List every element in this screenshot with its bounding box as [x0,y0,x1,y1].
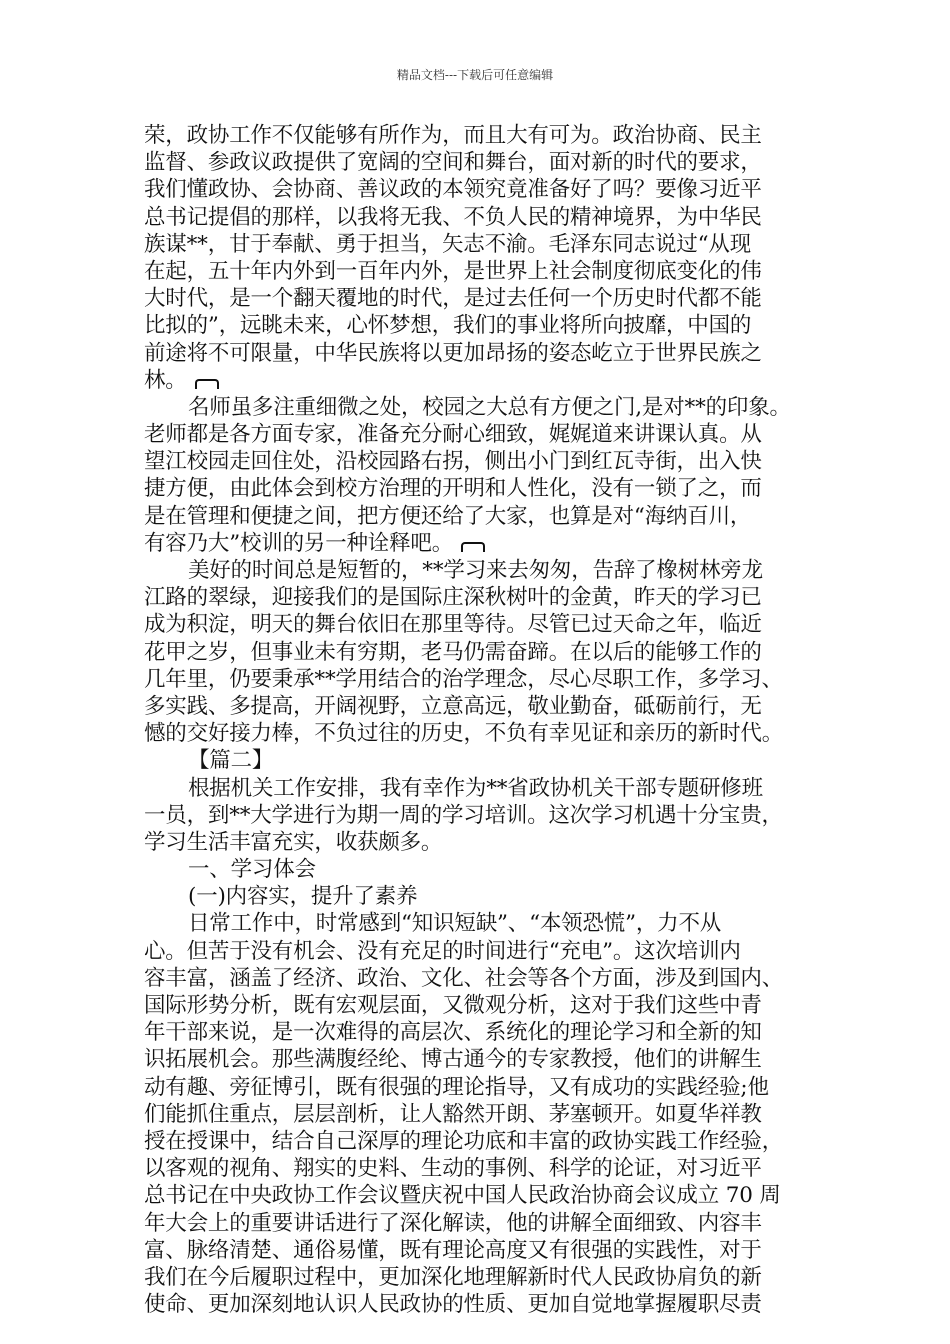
text-line [144,448,809,475]
text-line [144,802,809,829]
text-line [144,1019,809,1046]
text-line-content: 花甲之岁，但事业未有穷期，老马仍需奋蹄。在以后的能够工作的 [144,639,762,665]
text-line [144,775,809,802]
text-line-content: 是在管理和便捷之间，把方便还给了大家，也算是对“海纳百川， [144,503,752,529]
paragraph-mark-icon [195,379,219,389]
page-header: 精品文档---下载后可任意编辑 [396,68,554,82]
text-line [144,1291,809,1318]
text-line-content: 族谋**，甘于奉献、勇于担当，矢志不渝。毛泽东同志说过“从现 [144,231,751,257]
text-line [144,1264,809,1291]
text-line-content: 在起，五十年内外到一百年内外，是世界上社会制度彻底变化的伟 [144,258,762,284]
text-line [144,965,809,992]
text-line-content: 名师虽多注重细微之处，校园之大总有方便之门,是对**的印象。 [188,394,791,420]
text-line [144,557,809,584]
text-line [144,1074,809,1101]
text-line [144,720,809,747]
text-line [144,693,809,720]
text-line [144,1237,809,1264]
text-line-content: 比拟的”，远眺未来，心怀梦想，我们的事业将所向披靡，中国的 [144,313,752,339]
text-line-content: 识拓展机会。那些满腹经纶、博古通今的专家教授，他们的讲解生 [144,1047,762,1073]
text-line [144,312,809,339]
text-line [144,367,809,394]
text-line-content: 授在授课中，结合自己深厚的理论功底和丰富的政协实践工作经验， [144,1128,784,1154]
text-line [144,176,809,203]
text-line [144,883,809,910]
text-line-content: 憾的交好接力棒，不负过往的历史，不负有幸见证和亲历的新时代。 [144,721,784,747]
text-line [144,1101,809,1128]
text-line-content: 一、学习体会 [188,857,316,883]
text-line-content: 林。 [144,367,187,393]
text-line-content: 容丰富，涵盖了经济、政治、文化、社会等各个方面，涉及到国内、 [144,965,784,991]
text-line-content: 多实践、多提高，开阔视野，立意高远，敬业勤奋，砥砺前行，无 [144,693,762,719]
text-line-content: 有容乃大”校训的另一种诠释吧。 [144,530,453,556]
text-line-content: 使命、更加深刻地认识人民政协的性质、更加自觉地掌握履职尽责 [144,1292,762,1318]
text-line [144,1155,809,1182]
text-line-content: 动有趣、旁征博引，既有很强的理论指导，又有成功的实践经验;他 [144,1074,769,1100]
text-line [144,204,809,231]
text-line-content: 以客观的视角、翔实的史料、生动的事例、科学的论证，对习近平 [144,1156,762,1182]
text-line-content: 大时代，是一个翻天覆地的时代，是过去任何一个历史时代都不能 [144,286,762,312]
text-line-content: 一员，到**大学进行为期一周的学习培训。这次学习机遇十分宝贵， [144,802,783,828]
text-line-content: 年大会上的重要讲话进行了深化解读，他的讲解全面细致、内容丰 [144,1210,762,1236]
text-line [144,829,809,856]
text-line [144,910,809,937]
text-line [144,231,809,258]
text-line-content: 国际形势分析，既有宏观层面，又微观分析，这对于我们这些中青 [144,993,762,1018]
text-line [144,639,809,666]
text-line [144,938,809,965]
text-line-content: 江路的翠绿，迎接我们的是国际庄深秋树叶的金黄，昨天的学习已 [144,585,762,611]
text-line-content: 学习生活丰富充实，收获颇多。 [144,829,443,855]
text-line [144,747,809,774]
text-line [144,1046,809,1073]
text-line [144,666,809,693]
text-line-content: 前途将不可限量，中华民族将以更加昂扬的姿态屹立于世界民族之 [144,340,762,366]
text-line [144,1210,809,1237]
text-line [144,340,809,367]
text-line-content: 我们在今后履职过程中，更加深化地理解新时代人民政协肩负的新 [144,1264,762,1290]
paragraph-mark-icon [461,542,485,552]
text-line [144,503,809,530]
text-line-content: (一)内容实，提升了素养 [188,884,418,910]
text-line-content: 美好的时间总是短暂的，**学习来去匆匆，告辞了橡树林旁龙 [188,558,763,583]
text-line [144,992,809,1019]
text-line-content: 望江校园走回住处，沿校园路右拐，侧出小门到红瓦寺街，出入快 [144,449,762,475]
text-line [144,1128,809,1155]
text-line-content: 监督、参政议政提供了宽阔的空间和舞台，面对新的时代的要求， [144,150,762,176]
text-line [144,149,809,176]
text-line-content: 成为积淀，明天的舞台依旧在那里等待。尽管已过天命之年，临近 [144,612,762,638]
text-line-content: 根据机关工作安排，我有幸作为**省政协机关干部专题研修班 [188,775,763,801]
text-line [144,584,809,611]
text-line-content: 荣，政协工作不仅能够有所作为，而且大有可为。政治协商、民主 [144,123,762,148]
text-line [144,475,809,502]
text-line-content: 富、脉络清楚、通俗易懂，既有理论高度又有很强的实践性，对于 [144,1237,762,1263]
text-line-content: 们能抓住重点，层层剖析，让人豁然开朗、茅塞顿开。如夏华祥教 [144,1101,762,1127]
text-line-content: 总书记在中央政协工作会议暨庆祝中国人民政治协商会议成立 70 周 [144,1183,781,1209]
document-body [144,122,809,1318]
text-line [144,394,809,421]
text-line-content: 总书记提倡的那样，以我将无我、不负人民的精神境界，为中华民 [144,204,762,230]
text-line-content: 日常工作中，时常感到“知识短缺”、“本领恐慌”，力不从 [188,911,722,937]
text-line [144,611,809,638]
text-line-content: 【篇二】 [188,748,274,774]
text-line [144,258,809,285]
text-line-content: 年干部来说，是一次难得的高层次、系统化的理论学习和全新的知 [144,1020,762,1046]
text-line [144,1182,809,1209]
text-line-content: 捷方便，由此体会到校方治理的开明和人性化，没有一锁了之，而 [144,476,762,502]
text-line-content: 心。但苦于没有机会、没有充足的时间进行“充电”。这次培训内 [144,938,741,964]
text-line [144,122,809,149]
text-line [144,856,809,883]
text-line [144,285,809,312]
text-line [144,530,809,557]
text-line [144,421,809,448]
text-line-content: 我们懂政协、会协商、善议政的本领究竟准备好了吗？要像习近平 [144,177,762,203]
text-line-content: 几年里，仍要秉承**学用结合的治学理念，尽心尽职工作，多学习、 [144,666,783,692]
text-line-content: 老师都是各方面专家，准备充分耐心细致，娓娓道来讲课认真。从 [144,422,762,448]
